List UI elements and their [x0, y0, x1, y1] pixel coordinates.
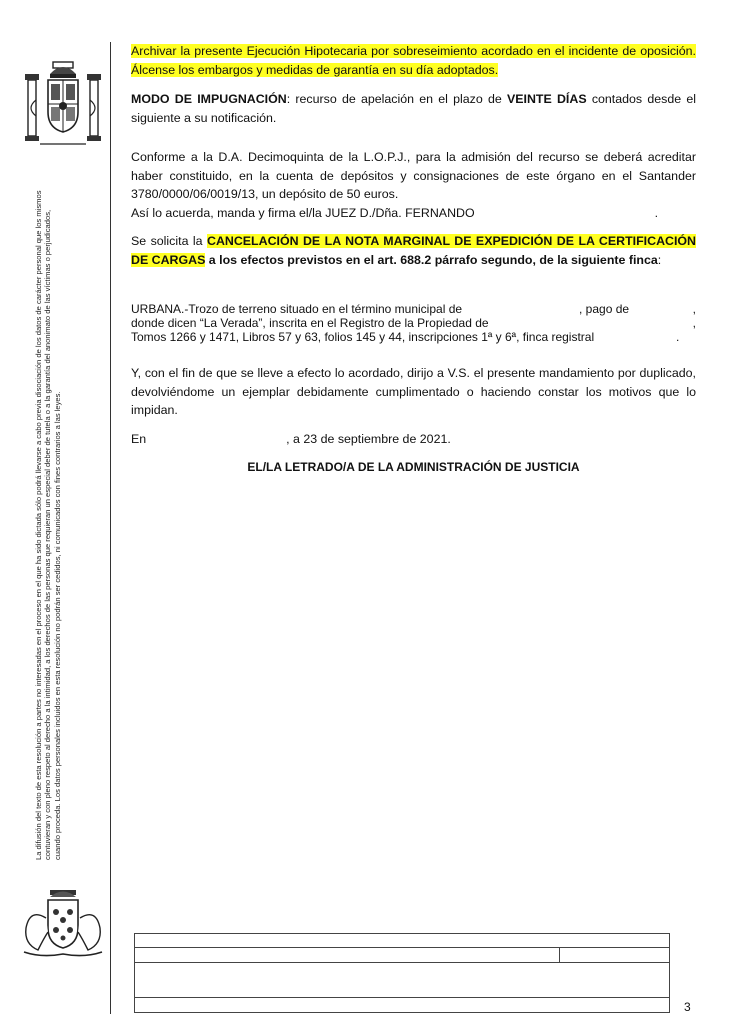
footer-row-1	[135, 934, 669, 948]
privacy-side-note-text: La difusión del texto de esta resolución a partes no interesadas en el proceso en el que ha sido dictada sólo podrá llevarse a cabo previa disociación de los datos de carácter personal que los mismos contuvieran y con pleno respeto al derecho a la intimidad, a los derechos de las personas que requieran un especial deber de tutela o a la garantía del anonimato de las víctimas o perjudicados, cuando proceda. Los datos personales incluidos en esta resolución no podrán ser cedidos, ni comunicados con fines contrarios a las leyes.	[34, 190, 62, 860]
paragraph-fecha	[131, 430, 696, 449]
solicita-text-b: a los efectos previstos en el art. 688.2 párrafo segundo, de la siguiente finca	[205, 252, 658, 267]
privacy-side-note	[34, 190, 80, 860]
fecha-en: En	[131, 432, 147, 446]
paragraph-solicita	[131, 232, 696, 269]
finca-line2-c: ,	[692, 316, 696, 330]
impugnacion-text-b: contados desde el siguiente a su notificación.	[131, 92, 696, 125]
paragraph-conforme	[131, 148, 696, 204]
signature-title: EL/LA LETRADO/A DE LA ADMINISTRACIÓN DE JUSTICIA	[247, 460, 580, 474]
paragraph-mandamiento	[131, 364, 696, 420]
footer-row-4	[135, 997, 669, 998]
highlighted-archivar-text: Archivar la presente Ejecución Hipotecaria por sobreseimiento acordado en el incidente de oposición. Álcense los embargos y medidas de garantía en su día adoptados.	[131, 44, 696, 77]
acuerda-text: Así lo acuerda, manda y firma el/la JUEZ D./Dña. FERNANDO	[131, 206, 475, 220]
paragraph-archivar	[131, 42, 696, 79]
finca-description	[131, 302, 696, 344]
impugnacion-text-a: : recurso de apelación en el plazo de	[286, 92, 507, 106]
page-number: 3	[684, 1000, 691, 1014]
finca-line3-c: .	[676, 330, 680, 344]
solicita-text-a: Se solicita la	[131, 234, 207, 248]
footer-stamp-box	[134, 933, 670, 1013]
footer-cell-divider	[559, 948, 560, 962]
finca-line2-a: donde dicen “La Verada”, inscrita en el Registro de la Propiedad de	[131, 316, 489, 330]
finca-line-1	[131, 302, 696, 316]
finca-line3-a: Tomos 1266 y 1471, Libros 57 y 63, folios 145 y 44, inscripciones 1ª y 6ª, finca registral	[131, 330, 595, 344]
acuerda-end: .	[654, 206, 659, 220]
mandamiento-text: Y, con el fin de que se lleve a efecto lo acordado, dirijo a V.S. el presente mandamiento por duplicado, devolviéndome un ejemplar debidamente cumplimentado o haciendo constar los motivos que lo impidan.	[131, 366, 696, 417]
margin-divider	[110, 42, 111, 1014]
impugnacion-heading: MODO DE IMPUGNACIÓN	[131, 92, 287, 106]
finca-line-2	[131, 316, 696, 330]
finca-line1-c: ,	[692, 302, 696, 316]
impugnacion-days: VEINTE DÍAS	[507, 92, 587, 106]
finca-line1-b: , pago de	[579, 302, 630, 316]
solicita-text-c: :	[657, 252, 662, 267]
footer-row-2	[135, 948, 669, 963]
conforme-text: Conforme a la D.A. Decimoquinta de la L.O.P.J., para la admisión del recurso se deberá acreditar haber constituido, en la cuenta de depósitos y consignaciones de este órgano en el Santander 3780/0000/06/0019/13, un depósito de 50 euros.	[131, 150, 696, 201]
paragraph-acuerda	[131, 204, 696, 223]
finca-line1-a: URBANA.-Trozo de terreno situado en el término municipal de	[131, 302, 463, 316]
solicita-highlight: CANCELACIÓN DE LA NOTA MARGINAL DE EXPEDICIÓN DE LA CERTIFICACIÓN DE CARGAS	[131, 234, 696, 267]
paragraph-impugnacion	[131, 90, 696, 127]
canary-islands-coat-of-arms-icon	[20, 888, 106, 960]
spain-coat-of-arms-icon	[20, 60, 106, 156]
fecha-date: , a 23 de septiembre de 2021.	[286, 432, 451, 446]
finca-line-3	[131, 330, 696, 344]
